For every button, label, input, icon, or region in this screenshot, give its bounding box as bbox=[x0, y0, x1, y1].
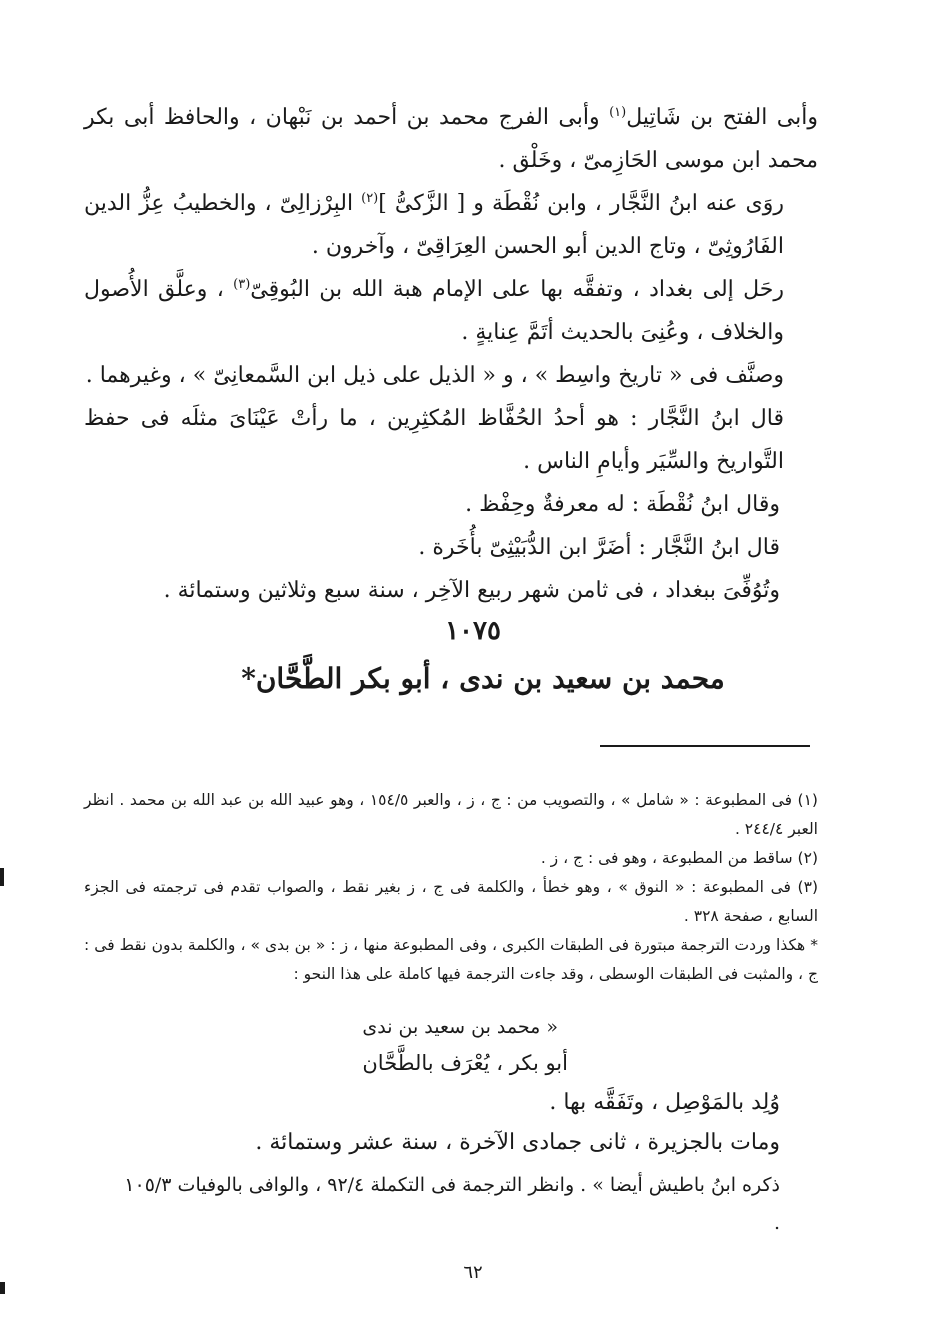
entry-title: محمد بن سعيد بن ندى ، أبو بكر الطَّحَّان* bbox=[241, 662, 725, 695]
paragraph-text: رحَل إلى بغداد ، وتفقَّه بها على الإمام هبة الله بن البُوقِىّ bbox=[250, 277, 784, 302]
quote-line: وُلِد بالمَوْصِل ، وتَفَقَّه بها . bbox=[549, 1090, 780, 1115]
quote-line: ذكره ابنُ باطيش أيضا » . وانظر الترجمة فى التكملة ٩٢/٤ ، والوافى بالوفيات ١٠٥/٣ . bbox=[124, 1174, 780, 1234]
scan-mark bbox=[0, 868, 4, 886]
paragraph-8 bbox=[84, 569, 818, 612]
paragraph-text: وصنَّف فى « تاريخ واسِط » ، و « الذيل على ذيل ابن السَّمعانِىّ » ، وغيرهما . bbox=[85, 363, 784, 388]
paragraph-text: وأبى الفرج محمد بن أحمد بن نَبْهان ، والحافظ أبى بكر محمد ابن موسى الحَازِمىّ ، وخَلْق . bbox=[84, 105, 818, 173]
footnote-ref: (١) bbox=[609, 105, 627, 120]
paragraph-text: ، وعلَّق الأُصول والخلاف ، وعُنِىَ بالحديث أتَمَّ عِنايةٍ . bbox=[84, 277, 784, 345]
footnote-divider bbox=[600, 745, 810, 747]
paragraph-1 bbox=[84, 96, 818, 182]
paragraph-4 bbox=[84, 354, 818, 397]
quote-line: أبو بكر ، يُعْرَف بالطَّحَّان bbox=[362, 1051, 568, 1075]
paragraph-text: وتُوُفِّىَ ببغداد ، فى ثامن شهر ربيع الآخِر ، سنة سبع وثلاثين وستمائة . bbox=[163, 578, 780, 603]
footnote-ref: (٢) bbox=[361, 191, 379, 206]
paragraph-2 bbox=[84, 182, 818, 268]
main-text bbox=[84, 96, 818, 612]
paragraph-text: وأبى الفتح بن شَاتِيل bbox=[626, 105, 819, 130]
paragraph-text: وقال ابنُ نُقْطَة : له معرفةٌ وحِفْظ . bbox=[465, 492, 780, 517]
footnote-1: (١) فى المطبوعة : « شامل » ، والتصويب من : ج ، ز ، والعبر ١٥٤/٥ ، وهو عبيد الله بن عبد الله بن محمد . انظر العبر ٢٤٤/٤ . bbox=[84, 791, 818, 838]
paragraph-text: قال ابنُ النَّجَّار : أضَرَّ ابن الدُّبَيْثِىّ بأُخَرة . bbox=[418, 535, 780, 560]
paragraph-text: روَى عنه ابنُ النَّجَّار ، وابن نُقْطَة و [ الزَّكىُّ ] bbox=[378, 191, 784, 216]
footnote-2: (٢) ساقط من المطبوعة ، وهو فى : ج ، ز . bbox=[540, 849, 818, 867]
footnotes bbox=[84, 786, 818, 989]
quote-line: ومات بالجزيرة ، ثانى جمادى الآخرة ، سنة عشر وستمائة . bbox=[255, 1130, 780, 1155]
footnote-star: * هكذا وردت الترجمة مبتورة فى الطبقات الكبرى ، وفى المطبوعة منها ، ز : « بن بدى » ، والكلمة بدون نقط فى : ج ، والمثبت فى الطبقات الوسطى ، وقد جاءت الترجمة فيها كاملة على هذا النحو : bbox=[84, 936, 818, 983]
paragraph-7 bbox=[84, 526, 818, 569]
entry-number: ١٠٧٥ bbox=[445, 616, 501, 646]
paragraph-text: البِرْزالِىّ ، والخطيبُ عِزُّ الدين الفَارُوثِىّ ، وتاج الدين أبو الحسن العِرَاقِىّ ، وآخرون . bbox=[84, 191, 784, 259]
quote-line: « محمد بن سعيد بن ندى bbox=[362, 1016, 558, 1038]
page-number: ٦٢ bbox=[463, 1262, 483, 1283]
paragraph-6 bbox=[84, 483, 818, 526]
paragraph-3 bbox=[84, 268, 818, 354]
paragraph-5 bbox=[84, 397, 818, 483]
footnote-3: (٣) فى المطبوعة : « النوق » ، وهو خطأ ، والكلمة فى ج ، ز بغير نقط ، والصواب تقدم فى ترجمته فى الجزء السابع ، صفحة ٣٢٨ . bbox=[84, 878, 818, 925]
scan-mark bbox=[0, 1282, 5, 1294]
footnote-ref: (٣) bbox=[233, 277, 251, 292]
paragraph-text: قال ابنُ النَّجَّار : هو أحدُ الحُفَّاظ المُكثِرِين ، ما رأتْ عَيْنَاىَ مثلَه فى حفظ التَّواريخ والسِّيَر وأيامِ الناس . bbox=[84, 406, 784, 474]
